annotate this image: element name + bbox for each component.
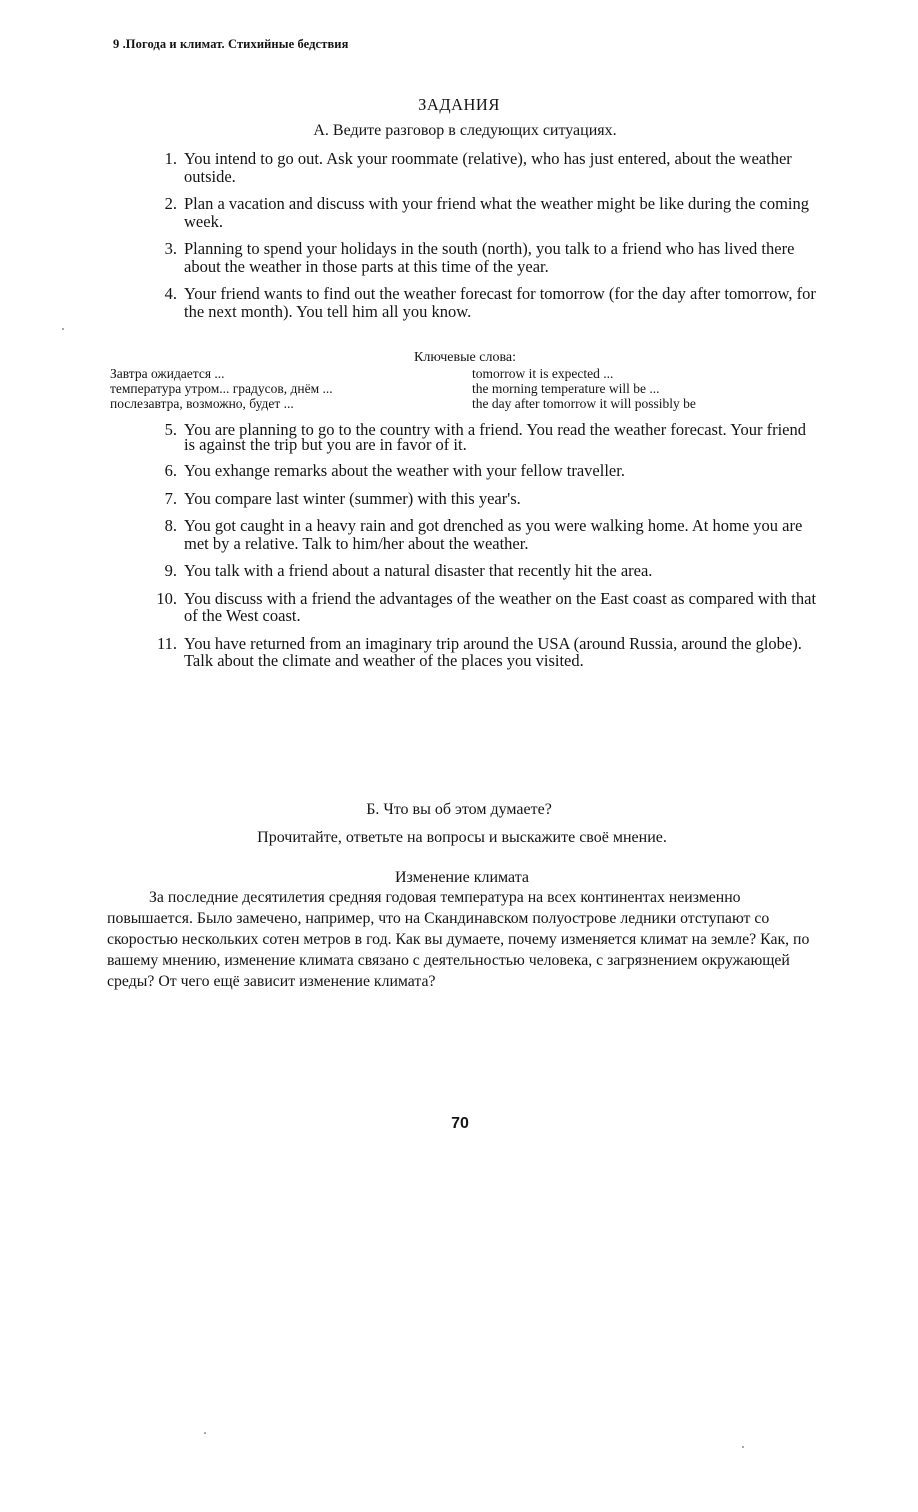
task-item bbox=[148, 517, 820, 552]
task-text: You discuss with a friend the advantages of the weather on the East coast as compared with that of the West coast. bbox=[184, 588, 817, 625]
task-number: 11. bbox=[156, 633, 177, 653]
reading-title: Изменение климата bbox=[394, 869, 530, 886]
keyword-ru: послезавтра, возможно, будет ... bbox=[110, 396, 294, 411]
keyword-en: the day after tomorrow it will possibly be bbox=[472, 396, 696, 411]
task-number: 7. bbox=[164, 488, 177, 508]
task-item bbox=[148, 462, 820, 480]
task-number: 5. bbox=[164, 420, 177, 439]
keywords-title: Ключевые слова: bbox=[414, 350, 516, 365]
keyword-ru: температура утром... градусов, днём ... bbox=[110, 381, 333, 396]
task-item bbox=[148, 490, 820, 508]
task-number: 10. bbox=[156, 588, 177, 608]
task-text: Plan a vacation and discuss with your friend what the weather might be like during the coming week. bbox=[184, 194, 810, 231]
task-text: You have returned from an imaginary trip around the USA (around Russia, around the globe). Talk about the climate and weather of the places you visited. bbox=[184, 633, 802, 670]
task-number: 3. bbox=[164, 239, 177, 258]
task-text: You compare last winter (summer) with this year's. bbox=[184, 488, 521, 508]
task-text: Planning to spend your holidays in the south (north), you talk to a friend who has lived there about the weather in those parts at this time of the year. bbox=[184, 239, 795, 276]
task-number: 2. bbox=[164, 194, 177, 213]
task-item bbox=[148, 422, 820, 452]
task-item bbox=[148, 635, 820, 670]
task-text: Your friend wants to find out the weather forecast for tomorrow (for the day after tomorrow, for the next month). You tell him all you know. bbox=[184, 284, 816, 321]
task-text: You are planning to go to the country with a friend. You read the weather forecast. Your friend is against the trip but you are in favor of it. bbox=[184, 420, 806, 454]
section-title: ЗАДАНИЯ bbox=[418, 95, 500, 114]
task-item bbox=[148, 195, 820, 230]
scan-speck bbox=[62, 328, 64, 330]
task-text: You talk with a friend about a natural disaster that recently hit the area. bbox=[184, 561, 653, 580]
reading-paragraph: За последние десятилетия средняя годовая температура на всех континентах неизменно повышается. Было замечено, например, что на Скандинавском полуострове ледники отступают со скоростью нескольких сотен метров в год. Как вы думаете, почему изменяется климат на земле? Как, по вашему мнению, изменение климата связано с деятельностью человека, с загрязнением окружающей среды? От чего ещё зависит изменение климата? bbox=[107, 889, 810, 990]
task-item bbox=[148, 150, 820, 185]
page-number: 70 bbox=[451, 1115, 469, 1132]
scan-speck bbox=[204, 1432, 206, 1434]
task-number: 1. bbox=[164, 149, 177, 168]
task-item bbox=[148, 240, 820, 275]
task-list-part2 bbox=[148, 422, 820, 680]
task-list-part1 bbox=[148, 150, 820, 330]
task-text: You intend to go out. Ask your roommate (relative), who has just entered, about the weather outside. bbox=[184, 149, 792, 186]
task-number: 9. bbox=[164, 561, 177, 580]
task-item bbox=[148, 590, 820, 625]
task-text: You got caught in a heavy rain and got drenched as you were walking home. At home you are met by a relative. Talk to him/her about the weather. bbox=[184, 516, 803, 553]
running-head: 9 .Погода и климат. Стихийные бедствия bbox=[113, 37, 349, 51]
scan-speck bbox=[742, 1446, 744, 1448]
task-text: You exhange remarks about the weather with your fellow traveller. bbox=[184, 461, 625, 480]
section-b-instruction: Прочитайте, ответьте на вопросы и выскажите своё мнение. bbox=[257, 829, 667, 846]
section-a-instruction: А. Ведите разговор в следующих ситуациях. bbox=[313, 122, 617, 139]
keyword-en: tomorrow it is expected ... bbox=[472, 366, 614, 381]
task-number: 8. bbox=[164, 516, 177, 535]
keyword-ru: Завтра ожидается ... bbox=[110, 366, 225, 381]
keyword-row bbox=[110, 366, 810, 381]
task-number: 4. bbox=[164, 284, 177, 303]
task-number: 6. bbox=[164, 461, 177, 480]
keywords-table bbox=[110, 366, 810, 411]
section-b-title: Б. Что вы об этом думаете? bbox=[366, 801, 552, 818]
keyword-row bbox=[110, 381, 810, 396]
task-item bbox=[148, 285, 820, 320]
keyword-row bbox=[110, 396, 810, 411]
task-item bbox=[148, 562, 820, 580]
keyword-en: the morning temperature will be ... bbox=[472, 381, 660, 396]
